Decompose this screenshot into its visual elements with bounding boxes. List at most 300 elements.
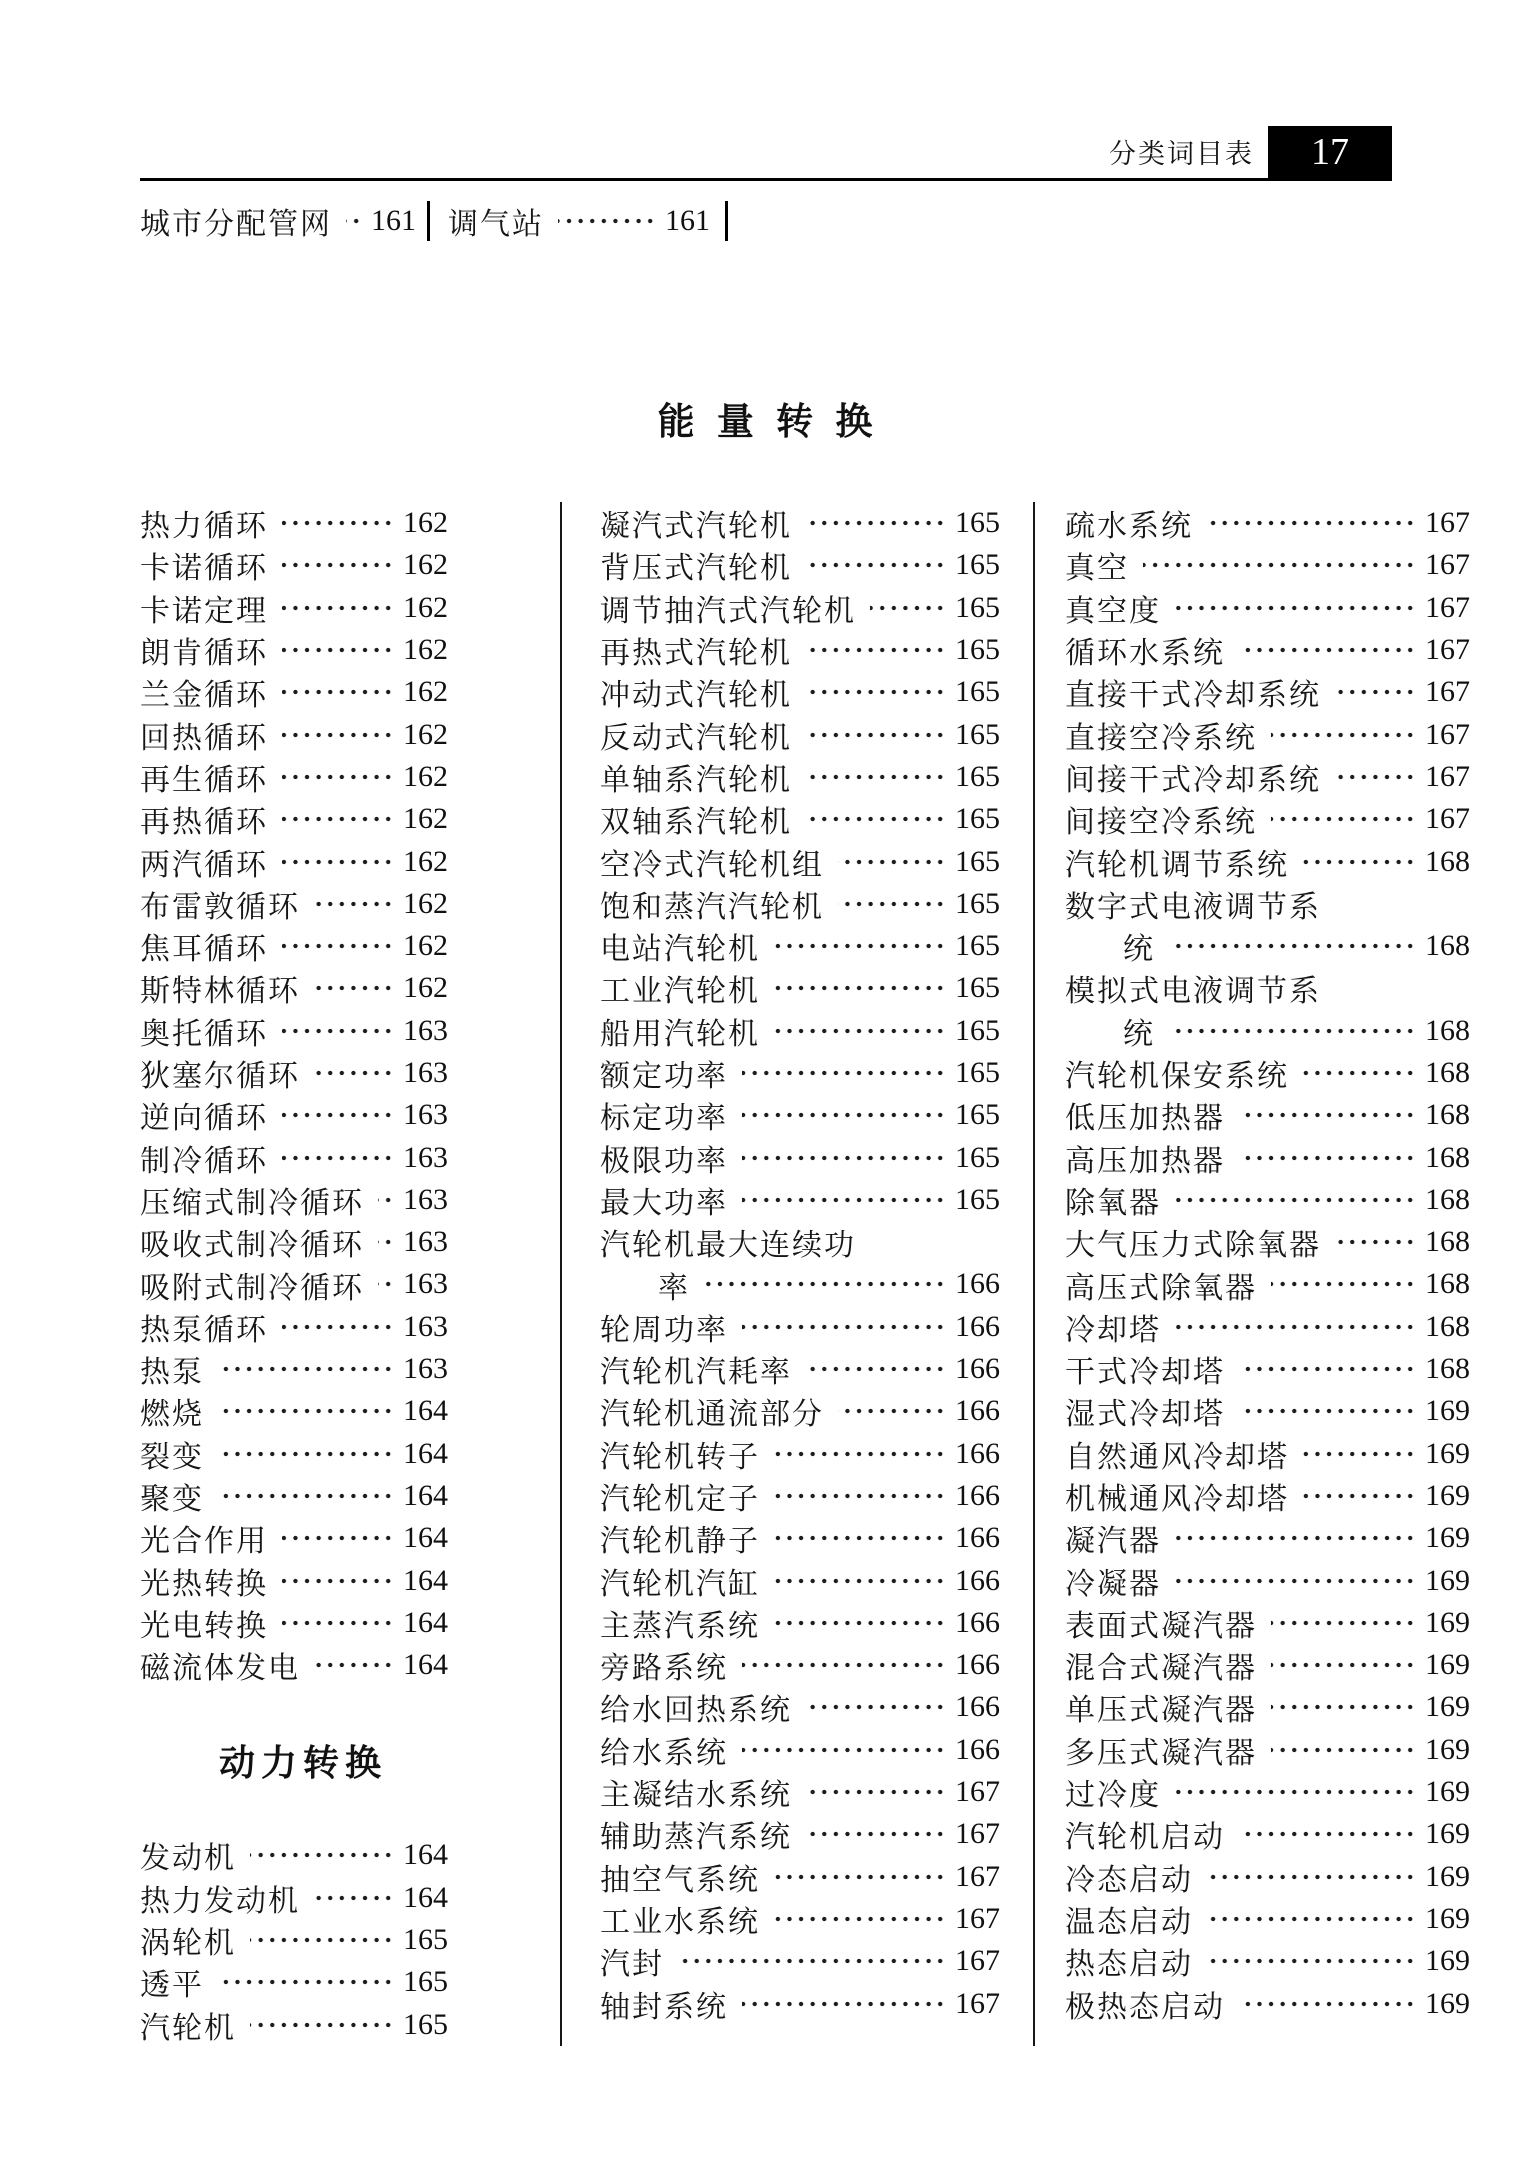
entry-term: 额定功率 [600,1060,728,1094]
index-entry [600,1602,1000,1644]
entry-term: 除氧器 [1065,1186,1161,1220]
entry-page: 164 [403,1394,448,1428]
index-entry [1065,629,1470,671]
entry-page: 168 [1425,1309,1470,1343]
index-column-2 [560,502,1033,2046]
dot-leader [742,1662,946,1668]
index-entry [1065,544,1470,586]
entry-page: 166 [955,1309,1000,1343]
index-entry [600,587,1000,629]
entry-page: 168 [1425,1352,1470,1386]
entry-term: 透平 [140,1969,204,2003]
entry-term: 逆向循环 [140,1102,268,1136]
dot-leader [774,1535,946,1541]
dot-leader [1169,943,1416,949]
entry-term: 温态启动 [1065,1905,1193,1939]
dot-leader [250,2022,394,2028]
index-entry [1065,1221,1470,1263]
dot-leader [806,1366,946,1372]
dot-leader [1175,1535,1416,1541]
entry-page: 162 [403,929,448,963]
index-entry [140,200,416,242]
index-entry [140,713,448,755]
index-entry [600,1433,1000,1475]
dot-leader [1271,816,1416,822]
dot-leader [1207,1874,1416,1880]
index-entry [140,1179,448,1221]
entry-term: 朗肯循环 [140,637,268,671]
entry-term: 冲动式汽轮机 [600,679,792,713]
index-entry [600,671,1000,713]
entry-term: 低压加热器 [1065,1102,1225,1136]
dot-leader [1335,774,1416,780]
dot-leader [806,647,946,653]
entry-term: 两汽循环 [140,848,268,882]
entry-page: 164 [403,1605,448,1639]
entry-term: 模拟式电液调节系 [1065,975,1321,1009]
entry-term: 光电转换 [140,1609,268,1643]
index-entry [140,883,448,925]
entry-term: 工业汽轮机 [600,975,760,1009]
entry-term: 极限功率 [600,1144,728,1178]
dot-leader [1303,859,1416,865]
index-entry [600,1348,1000,1390]
entry-page: 169 [1425,1648,1470,1682]
entry-term: 抽空气系统 [600,1863,760,1897]
entry-term: 电站汽轮机 [600,933,760,967]
entry-term: 卡诺定理 [140,594,268,628]
index-column-3 [1033,502,1470,2046]
entry-term: 大气压力式除氧器 [1065,1229,1321,1263]
index-entry [1065,1940,1470,1982]
dot-leader [218,1979,394,1985]
entry-term: 高压加热器 [1065,1144,1225,1178]
index-entry [140,1475,448,1517]
index-entry [1065,502,1470,544]
entry-term: 空冷式汽轮机组 [600,848,824,882]
index-entry [600,967,1000,1009]
entry-page: 165 [955,802,1000,836]
dot-leader [1303,1493,1416,1499]
entry-term: 混合式凝汽器 [1065,1652,1257,1686]
entry-term: 单压式凝汽器 [1065,1694,1257,1728]
entry-term: 过冷度 [1065,1779,1161,1813]
entry-page: 166 [955,1521,1000,1555]
dot-leader [282,562,394,568]
entry-page: 163 [403,1098,448,1132]
entry-page: 163 [403,1352,448,1386]
dot-leader [378,1197,394,1203]
index-entry [600,756,1000,798]
dot-leader [282,1112,394,1118]
index-entry [1065,1136,1470,1178]
entry-page: 162 [403,971,448,1005]
dot-leader [742,2001,946,2007]
entry-page: 169 [1425,1690,1470,1724]
entry-term: 多压式凝汽器 [1065,1736,1257,1770]
entry-page: 169 [1425,1901,1470,1935]
entry-page: 169 [1425,1817,1470,1851]
index-entry [600,1010,1000,1052]
entry-term: 给水系统 [600,1736,728,1770]
dot-leader [806,732,946,738]
entry-term: 兰金循环 [140,679,268,713]
entry-term: 再热循环 [140,806,268,840]
entry-term: 标定功率 [600,1102,728,1136]
dot-leader [774,1451,946,1457]
index-entry [1065,1263,1470,1305]
entry-page: 167 [1425,759,1470,793]
entry-page: 167 [1425,802,1470,836]
entry-term: 光热转换 [140,1567,268,1601]
index-entry [1065,798,1470,840]
entry-page: 162 [403,717,448,751]
entry-term: 间接干式冷却系统 [1065,763,1321,797]
index-entry [600,1898,1000,1940]
entry-page: 168 [1425,844,1470,878]
index-entry [140,1834,448,1876]
entry-page: 161 [371,203,416,237]
index-entry [140,629,448,671]
entry-term: 发动机 [140,1842,236,1876]
dot-leader [838,1408,946,1414]
entry-term: 循环水系统 [1065,637,1225,671]
index-entry [600,1856,1000,1898]
index-entry [140,967,448,1009]
index-column-1 [140,502,560,2046]
index-entry [1065,1856,1470,1898]
entry-page: 163 [403,1225,448,1259]
entry-page: 162 [403,759,448,793]
entry-term: 汽轮机启动 [1065,1821,1225,1855]
entry-term: 机械通风冷却塔 [1065,1482,1289,1516]
dot-leader [704,1281,946,1287]
dot-leader [218,1408,394,1414]
index-entry [140,1433,448,1475]
entry-term: 给水回热系统 [600,1694,792,1728]
entry-page: 168 [1425,1013,1470,1047]
dot-leader [1207,1958,1416,1964]
dot-leader [774,1620,946,1626]
entry-term: 双轴系汽轮机 [600,806,792,840]
index-entry [600,713,1000,755]
index-entry [1065,1010,1470,1052]
entry-page: 162 [403,590,448,624]
entry-term: 汽封 [600,1948,664,1982]
dot-leader [282,943,394,949]
entry-page: 167 [955,1986,1000,2020]
index-entry [1065,587,1470,629]
entry-term: 高压式除氧器 [1065,1271,1257,1305]
entry-page: 169 [1425,1563,1470,1597]
index-entry [600,1644,1000,1686]
entry-page: 168 [1425,1140,1470,1174]
index-entry [1065,756,1470,798]
entry-page: 163 [403,1013,448,1047]
dot-leader [1169,1028,1416,1034]
entry-term: 汽轮机通流部分 [600,1398,824,1432]
entry-term: 汽轮机调节系统 [1065,848,1289,882]
entry-term: 热泵循环 [140,1313,268,1347]
entry-term: 吸附式制冷循环 [140,1271,364,1305]
entry-page: 166 [955,1267,1000,1301]
column-divider [427,201,430,241]
entry-term: 汽轮机定子 [600,1482,760,1516]
dot-leader [282,1620,394,1626]
entry-page: 169 [1425,1394,1470,1428]
entry-page: 167 [955,1775,1000,1809]
dot-leader [314,901,394,907]
entry-page: 164 [403,1478,448,1512]
entry-term: 船用汽轮机 [600,1017,760,1051]
entry-term: 极热态启动 [1065,1990,1225,2024]
dot-leader [806,816,946,822]
entry-page: 166 [955,1605,1000,1639]
index-entry [600,1136,1000,1178]
page-number-badge [1268,126,1392,178]
entry-term: 率 [658,1271,690,1305]
entry-page: 162 [403,675,448,709]
page-header [140,126,1392,178]
dot-leader [1303,1451,1416,1457]
entry-page: 167 [955,1859,1000,1893]
index-entry [140,1390,448,1432]
entry-term: 直接干式冷却系统 [1065,679,1321,713]
dot-leader [250,1937,394,1943]
entry-page: 167 [955,1944,1000,1978]
dot-leader [282,732,394,738]
dot-leader [282,1155,394,1161]
dot-leader [1239,647,1416,653]
index-entry [1065,1390,1470,1432]
entry-page: 162 [403,886,448,920]
dot-leader [806,520,946,526]
index-entry [600,925,1000,967]
entry-page: 162 [403,506,448,540]
entry-page: 163 [403,1140,448,1174]
index-entry [140,1877,448,1919]
entry-term: 光合作用 [140,1525,268,1559]
dot-leader [346,218,362,224]
entry-term: 数字式电液调节系 [1065,890,1321,924]
index-entry [1065,1517,1470,1559]
index-entry [600,629,1000,671]
entry-page: 165 [955,971,1000,1005]
index-entry [140,1602,448,1644]
section-title: 能 量 转 换 [657,401,879,442]
dot-leader [218,1451,394,1457]
entry-page: 165 [955,548,1000,582]
entry-term: 湿式冷却塔 [1065,1398,1225,1432]
entry-page: 165 [403,1923,448,1957]
dot-leader [838,901,946,907]
entry-term: 凝汽式汽轮机 [600,510,792,544]
entry-page: 162 [403,548,448,582]
index-entry [1065,1306,1470,1348]
entry-term: 再生循环 [140,763,268,797]
entry-term: 汽轮机 [140,2011,236,2045]
index-entry [1065,1179,1470,1221]
entry-term: 冷态启动 [1065,1863,1193,1897]
index-entry [1065,1813,1470,1855]
index-entry [600,502,1000,544]
entry-term: 统 [1123,1017,1155,1051]
dot-leader [558,218,656,224]
entry-term: 饱和蒸汽汽轮机 [600,890,824,924]
entry-term: 涡轮机 [140,1927,236,1961]
dot-leader [282,689,394,695]
entry-page: 163 [403,1267,448,1301]
index-entry [600,1686,1000,1728]
index-entry [1065,925,1470,967]
entry-page: 164 [403,1648,448,1682]
entry-term: 城市分配管网 [140,208,332,241]
entry-page: 169 [1425,1605,1470,1639]
dot-leader [314,1895,394,1901]
entry-page: 169 [1425,1478,1470,1512]
entry-term: 调气站 [448,208,544,241]
entry-page: 164 [403,1436,448,1470]
entry-page: 167 [955,1817,1000,1851]
entry-page: 166 [955,1732,1000,1766]
column-divider [725,201,728,241]
entry-page: 169 [1425,1944,1470,1978]
index-entry [600,1475,1000,1517]
entry-page: 165 [403,2007,448,2041]
entry-term: 直接空冷系统 [1065,721,1257,755]
dot-leader [1271,1662,1416,1668]
index-entry [1065,1644,1470,1686]
dot-leader [1175,1197,1416,1203]
header-title: 分类词目表 [1109,139,1254,169]
entry-page: 166 [955,1563,1000,1597]
index-entry [140,756,448,798]
dot-leader [806,1831,946,1837]
entry-page: 166 [955,1394,1000,1428]
entry-page: 165 [955,633,1000,667]
entry-term: 真空 [1065,552,1129,586]
entry-term: 狄塞尔循环 [140,1060,300,1094]
index-entry [140,544,448,586]
index-entry [1065,1475,1470,1517]
entry-page: 167 [1425,675,1470,709]
dot-leader [1271,732,1416,738]
entry-page: 167 [1425,590,1470,624]
entry-term: 汽轮机汽耗率 [600,1356,792,1390]
index-entry [600,1306,1000,1348]
dot-leader [1239,1831,1416,1837]
entry-term: 背压式汽轮机 [600,552,792,586]
index-entry [1065,713,1470,755]
dot-leader [250,1852,394,1858]
dot-leader [314,1070,394,1076]
entry-page: 162 [403,802,448,836]
dot-leader [742,1324,946,1330]
index-entry [1065,1982,1470,2024]
dot-leader [1239,1366,1416,1372]
dot-leader [742,1747,946,1753]
entry-term: 凝汽器 [1065,1525,1161,1559]
entry-term: 热力循环 [140,510,268,544]
entry-page: 168 [1425,1098,1470,1132]
index-entry [1065,1729,1470,1771]
entry-page: 166 [955,1478,1000,1512]
entry-term: 轴封系统 [600,1990,728,2024]
dot-leader [1271,1281,1416,1287]
dot-leader [282,647,394,653]
entry-term: 自然通风冷却塔 [1065,1440,1289,1474]
entry-page: 167 [1425,548,1470,582]
index-entry [1065,1433,1470,1475]
entry-term: 热力发动机 [140,1884,300,1918]
index-entry [600,840,1000,882]
entry-term: 汽轮机静子 [600,1525,760,1559]
entry-page: 165 [955,1182,1000,1216]
header-rule [140,178,1392,181]
dot-leader [1303,1070,1416,1076]
entry-page: 161 [665,203,710,237]
index-entry [600,544,1000,586]
dot-leader [378,1281,394,1287]
index-entry [140,1263,448,1305]
dot-leader [282,859,394,865]
entry-page: 165 [955,1140,1000,1174]
entry-term: 冷凝器 [1065,1567,1161,1601]
index-entry [140,1094,448,1136]
entry-page: 167 [955,1901,1000,1935]
index-entry [600,1940,1000,1982]
dot-leader [774,1578,946,1584]
entry-term: 磁流体发电 [140,1652,300,1686]
dot-leader [1239,1155,1416,1161]
dot-leader [282,774,394,780]
entry-term: 回热循环 [140,721,268,755]
dot-leader [774,1493,946,1499]
index-entry [1065,840,1470,882]
index-entry [600,1559,1000,1601]
dot-leader [378,1239,394,1245]
dot-leader [742,1070,946,1076]
entry-term: 焦耳循环 [140,933,268,967]
dot-leader [1239,1408,1416,1414]
entry-page: 169 [1425,1436,1470,1470]
entry-page: 164 [403,1521,448,1555]
entry-page: 163 [403,1182,448,1216]
index-entry [140,1517,448,1559]
index-entry [140,1221,448,1263]
entry-term: 间接空冷系统 [1065,806,1257,840]
entry-term: 燃烧 [140,1398,204,1432]
entry-term: 工业水系统 [600,1905,760,1939]
dot-leader [774,1028,946,1034]
dot-leader [678,1958,946,1964]
entry-page: 165 [955,1056,1000,1089]
continuation-row [140,198,1536,244]
entry-page: 169 [1425,1521,1470,1555]
dot-leader [806,774,946,780]
entry-page: 168 [1425,1267,1470,1301]
index-entry [600,883,1000,925]
entry-page: 165 [955,675,1000,709]
dot-leader [742,1197,946,1203]
dot-leader [1207,520,1416,526]
index-entry [1065,883,1470,925]
index-entry [1065,671,1470,713]
index-entry [600,1982,1000,2024]
dot-leader [806,1704,946,1710]
entry-page: 168 [1425,1182,1470,1216]
entry-term: 真空度 [1065,594,1161,628]
